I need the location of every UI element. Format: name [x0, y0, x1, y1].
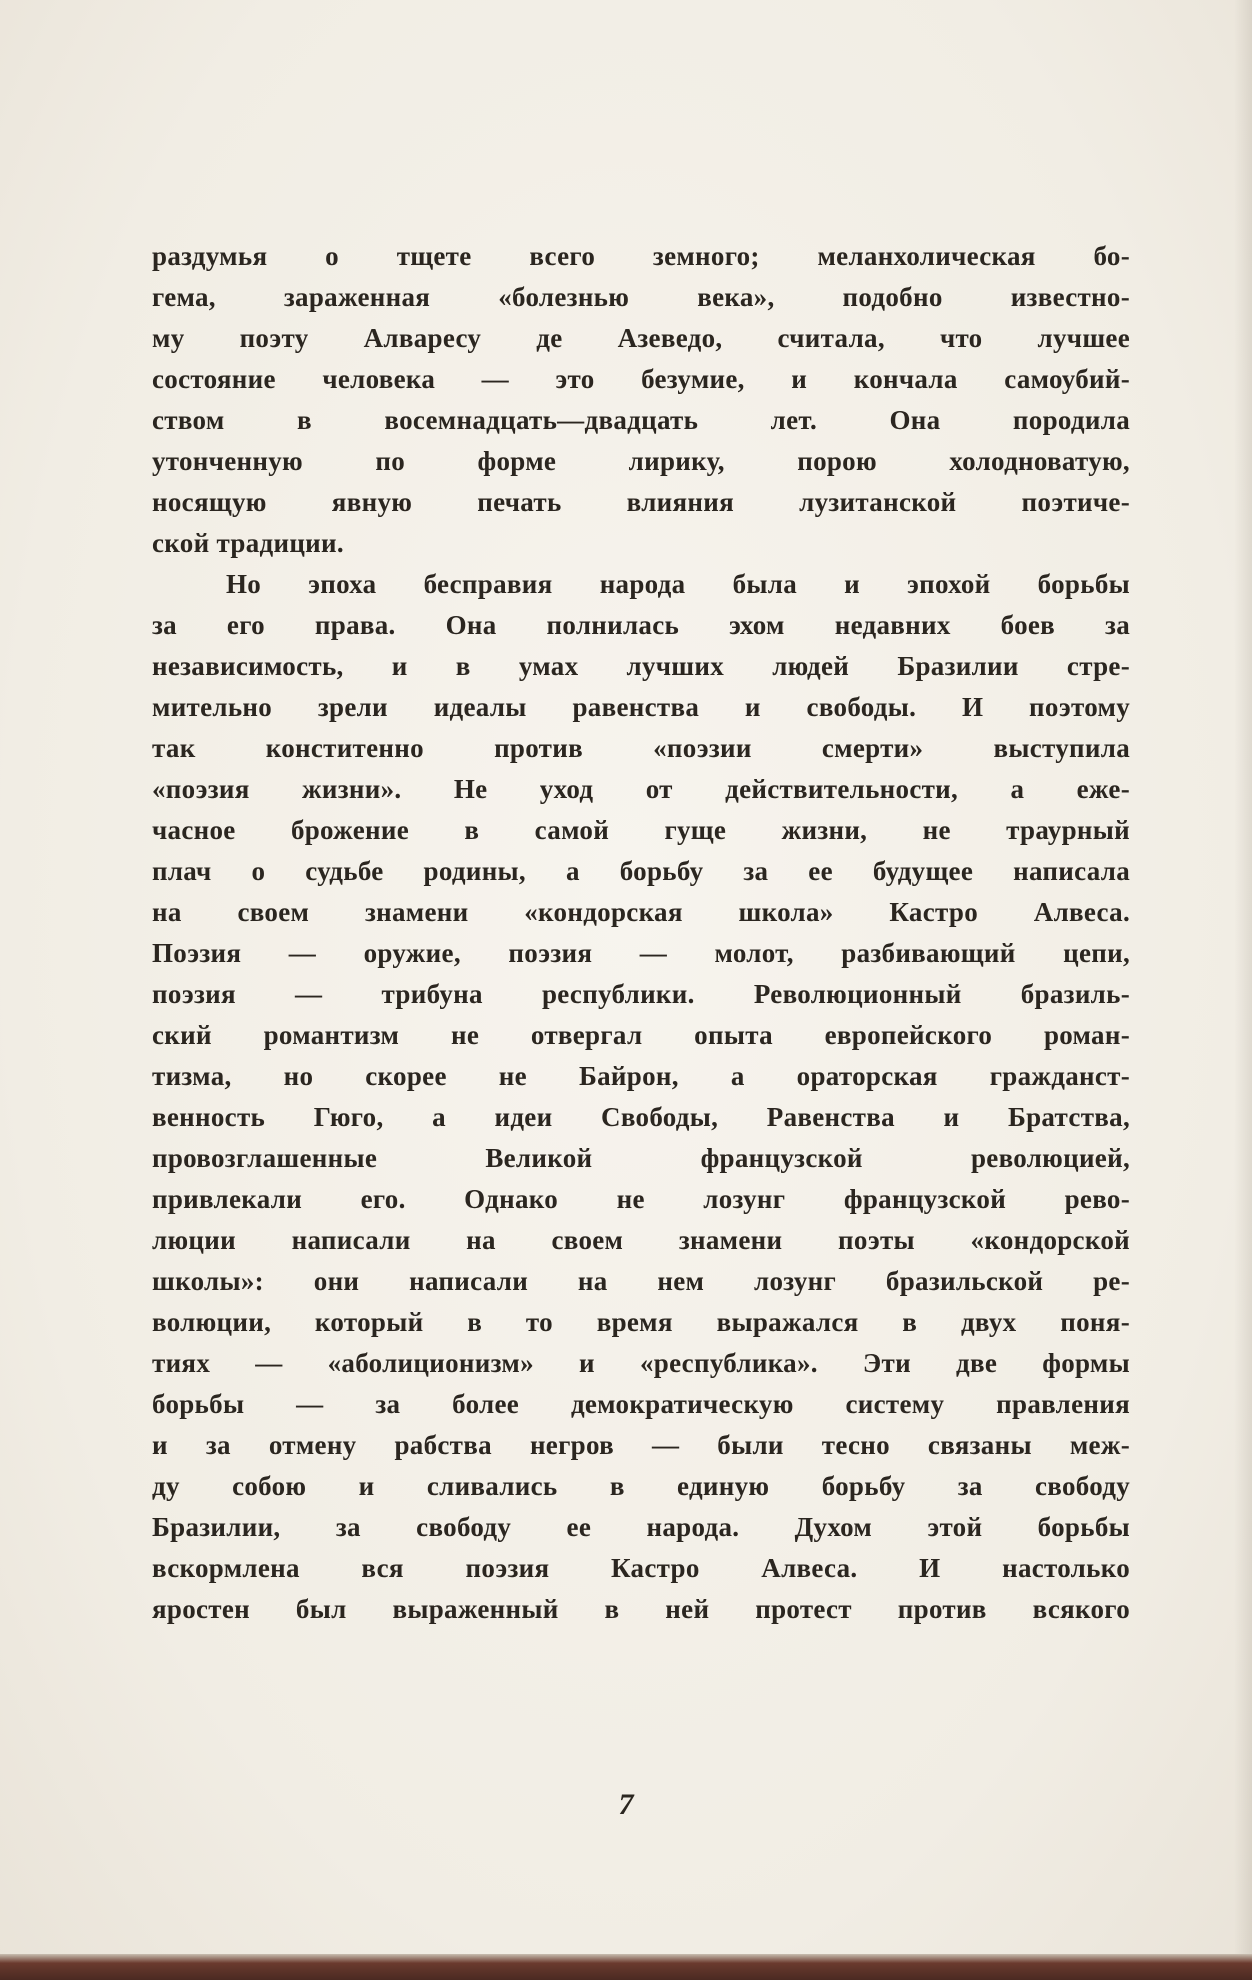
text-line: волюции, который в то время выражался в двух поня-: [152, 1307, 1130, 1337]
text-line: провозглашенные Великой французской революцией,: [152, 1143, 1130, 1173]
text-line: утонченную по форме лирику, порою холодноватую,: [152, 446, 1130, 476]
text-line: и за отмену рабства негров — были тесно связаны меж-: [152, 1430, 1130, 1460]
text-line: ский романтизм не отвергал опыта европейского роман-: [152, 1020, 1130, 1050]
text-line: привлекали его. Однако не лозунг французской рево-: [152, 1184, 1130, 1214]
text-line: ской традиции.: [152, 528, 344, 558]
text-line: школы»: они написали на нем лозунг бразильской ре-: [152, 1266, 1130, 1296]
text-line: независимость, и в умах лучших людей Бразилии стре-: [152, 651, 1130, 681]
text-line: борьбы — за более демократическую систему правления: [152, 1389, 1130, 1419]
text-line: ством в восемнадцать—двадцать лет. Она породила: [152, 405, 1130, 435]
text-line: так конститенно против «поэзии смерти» выступила: [152, 733, 1130, 763]
text-line: Поэзия — оружие, поэзия — молот, разбивающий цепи,: [152, 938, 1130, 968]
text-line: «поэзия жизни». Не уход от действительности, а еже-: [152, 774, 1130, 804]
text-line: Бразилии, за свободу ее народа. Духом этой борьбы: [152, 1512, 1130, 1542]
binding-edge: [0, 1954, 1252, 1980]
text-line: тиях — «аболиционизм» и «республика». Эти две формы: [152, 1348, 1130, 1378]
text-line: Но эпоха бесправия народа была и эпохой борьбы: [226, 569, 1130, 599]
page-number: 7: [618, 1788, 634, 1821]
text-line: состояние человека — это безумие, и кончала самоубий-: [152, 364, 1130, 394]
text-line: венность Гюго, а идеи Свободы, Равенства и Братства,: [152, 1102, 1130, 1132]
text-line: му поэту Алваресу де Азеведо, считала, что лучшее: [152, 323, 1130, 353]
text-line: плач о судьбе родины, а борьбу за ее будущее написала: [152, 856, 1130, 886]
text-line: носящую явную печать влияния лузитанской поэтиче-: [152, 487, 1130, 517]
text-line: вскормлена вся поэзия Кастро Алвеса. И настолько: [152, 1553, 1130, 1583]
text-line: раздумья о тщете всего земного; меланхолическая бо-: [152, 241, 1130, 271]
body-text: [152, 236, 1130, 1630]
text-line: мительно зрели идеалы равенства и свободы. И поэтому: [152, 692, 1130, 722]
text-line: тизма, но скорее не Байрон, а ораторская гражданст-: [152, 1061, 1130, 1091]
text-line: за его права. Она полнилась эхом недавних боев за: [152, 610, 1130, 640]
text-line: яростен был выраженный в ней протест против всякого: [152, 1594, 1130, 1624]
text-line: ду собою и сливались в единую борьбу за свободу: [152, 1471, 1130, 1501]
text-line: люции написали на своем знамени поэты «кондорской: [152, 1225, 1130, 1255]
text-line: на своем знамени «кондорская школа» Кастро Алвеса.: [152, 897, 1130, 927]
page-edge-shadow: [1234, 0, 1252, 1980]
text-line: часное брожение в самой гуще жизни, не траурный: [152, 815, 1130, 845]
text-line: поэзия — трибуна республики. Революционный бразиль-: [152, 979, 1130, 1009]
text-line: гема, зараженная «болезнью века», подобно известно-: [152, 282, 1130, 312]
